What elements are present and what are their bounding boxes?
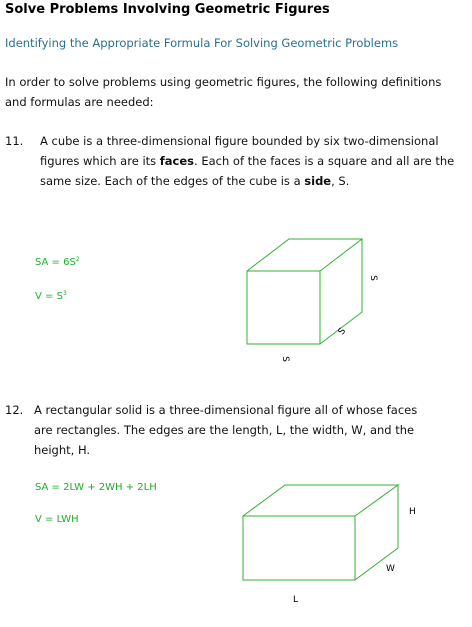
rect-label-h: H [409,507,416,517]
cube-top-face [247,239,362,271]
faces-term: faces [159,154,195,168]
cube-v-text: V = S [35,291,63,302]
item-number-12: 12. [5,403,24,417]
cube-text-b: . Each of the faces is a square and all are the same size. Each of the edges of the cube is a [40,154,455,188]
cube-label-bottom: S [280,356,290,362]
cube-figure [247,239,362,344]
cube-label-right: S [368,275,378,281]
section-subtitle: Identifying the Appropriate Formula For Solving Geometric Problems [5,36,399,50]
side-term: side [304,174,332,188]
rect-sa-formula: SA = 2LW + 2WH + 2LH [35,482,157,493]
cube-text-a: A cube is a three-dimensional figure bounded by six two-dimensional figures which are its [40,134,439,168]
intro-paragraph: In order to solve problems using geometric figures, the following definitions and formulas are needed: [5,75,442,109]
cube-sa-exponent: 2 [75,256,80,263]
rect-definition: A rectangular solid is a three-dimensional figure all of whose faces are rectangles. The edges are the length, L, the width, W, and the height, H. [34,403,418,457]
cube-front-face [247,271,320,344]
rect-solid-figure [243,485,398,580]
item-number-11: 11. [5,134,24,148]
rect-front-face [243,516,355,580]
cube-text-c: , S. [331,174,350,188]
page-title: Solve Problems Involving Geometric Figures [5,2,330,17]
cube-label-depth: S [336,326,349,338]
rect-volume-formula: V = LWH [35,514,79,525]
rect-top-face [243,485,398,516]
cube-v-exponent: 3 [62,290,67,297]
rect-label-l: L [293,595,299,605]
cube-sa-text: SA = 6S [35,257,76,268]
rect-label-w: W [386,564,395,574]
